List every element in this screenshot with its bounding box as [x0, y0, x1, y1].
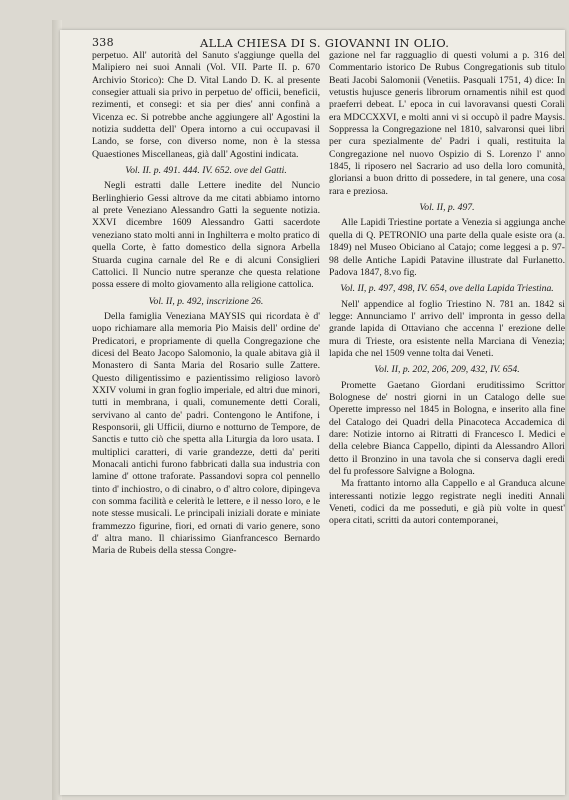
paragraph: perpetuo. All' autorità del Sanuto s'aggiunge quella del Malipiero nei suoi Annali (Vol. VII. Parte II. p. 670 Archivio Storico): Che D. Vital Lando D. K. al presente consegier attuali sia privo in perpetuo de' officii, beneficii, rezimenti, et consegi: et sia per dies' anni confinà a Vicenza ec. Si potrebbe anche aggiungere all' Agostini la notizia suddetta dell' Opera intorno a cui occupavasi il Lando, se forse, con diverso nome, non è la stessa Quaestiones Miscellaneas, già dall' Agostini indicata. [92, 50, 320, 160]
section-heading: Vol. II, p. 202, 206, 209, 432, IV. 654. [374, 364, 520, 376]
section-heading: Vol. II, p. 492, inscrizione 26. [148, 295, 264, 307]
left-column [92, 50, 320, 558]
paragraph: Nell' appendice al foglio Triestino N. 781 an. 1842 si legge: Annunciamo l' arrivo dell' impronta in gesso della grande lapida di Ottaviano che accenna l' erezione delle mura di Trieste, ora esistente nella Marciana di Venezia; lapida che nel 1509 venne tolta dai Veneti. [329, 298, 565, 359]
page-number: 338 [92, 36, 114, 49]
paragraph: gazione nel far ragguaglio di questi volumi a p. 316 del Commentario istorico De Rubus Congregationis sub titulo Beati Jacobi Salomonii (Venetiis. Pasquali 1751, 4) dice: In vetustis hujusce generis librorum ornamentis nihil est quod praeferri debeat. L' epoca in cui lavoravansi questi Corali era MDCCXXVI, e molti anni vi si occupò il padre Maysis. Soppressa la Congregazione nel 1810, salvaronsi quei libri per cura spezialmente de' Padri i quali, restituita la Congregazione nel nuovo Ospizio di S. Lorenzo l' anno 1845, li riposero nel Sacrario ad uso della loro comunità, gloriansi a buon dritto di possedere, in tal genere, una cosa rara e preziosa. [329, 50, 565, 197]
paragraph: Promette Gaetano Giordani eruditissimo Scrittor Bolognese de' nostri giorni in un Catalogo delle sue Operette impresso nel 1845 in Bologna, e inserito alla fine del Catalogo dei Quadri della Pinacoteca Accademica di dare: Notizie intorno ai Ritratti di Francesco I. Medici e della celebre Bianca Cappello, dipinti da Alessandro Allori detto il Bronzino in una tavola che si conserva dagli eredi del fu professore Salvigne a Bologna. [329, 379, 565, 477]
running-title: ALLA CHIESA DI S. GIOVANNI IN OLIO. [200, 36, 450, 50]
paragraph: Della famiglia Veneziana MAYSIS qui ricordata è d' uopo richiamare alla memoria Pio Maisis dell' ordine de' Predicatori, e propriamente di quella Congregazione che dicesi del Beato Jacopo Salomonio, la quale abitava già il Monastero di Santa Maria del Rosario sulle Zattere. Questo diligentissimo e pazientissimo religioso lavorò XXIV volumi in gran foglio imperiale, ed altri due minori, tutti in membrana, i quali, comunemente detti Corali, servivano al canto de' padri. Contengono le Antifone, i Responsorii, gli Ufficii, diurno e notturno de Tempore, de Sanctis e tutto ciò che spetta alla Liturgia da loro usata. I multiplici caratteri, di varie grandezze, detti da' periti Monacali antichi furono fabbricati dalla sua industria con lamine d' ottone traforate. Passandovi sopra col pennello tinto d' inchiostro, o di cinabro, o d' altro colore, dipingeva con somma facilità e celerità le lettere, e il nesso loro, e le note stesse musicali. Le principali iniziali dorate e miniate frammezzo figurine, fiori, ed ornati di vario genere, sono d' altra mano. Il chiarissimo Gianfrancesco Bernardo Maria de Rubeis della stessa Congre- [92, 310, 320, 557]
section-heading: Vol. II, p. 497. [419, 202, 475, 214]
paragraph: Negli estratti dalle Lettere inedite del Nuncio Berlinghierio Gessi altrove da me citati abbiamo intorno al prete Veneziano Alessandro Gatti la seguente notizia. XXVI dicembre 1609 Alessandro Gatti sacerdote veneziano stato molti anni in Inghilterra e molto pratico di quella Corte, è fatto domestico della signora Arbella Stuarda cugina carnale del Re e di alcuni Consiglieri Cattolici. Il Nuncio nutre speranze che questa relatione possa essere di molto giovamento alla religione cattolica. [92, 180, 320, 291]
section-heading: Vol. II. p. 491. 444. IV. 652. ove del Gatti. [125, 165, 287, 177]
section-heading: Vol. II, p. 497, 498, IV. 654, ove della Lapida Triestina. [340, 283, 554, 295]
right-column [329, 50, 565, 528]
paragraph: Ma frattanto intorno alla Cappello e al Granduca alcune interessanti notizie leggo registrate negli inediti Annali Veneti, codici da me posseduti, e già più volte in quest' opera citati, scritti da autori contemporanei, [329, 478, 565, 527]
paragraph: Alle Lapidi Triestine portate a Venezia si aggiunga anche quella di Q. PETRONIO una parte della quale esiste ora (a. 1849) nel Museo Obiciano al Catajo; come leggesi a p. 97-98 delle Antiche Lapidi Patavine illustrate dal Furlanetto. Padova 1847, 8.vo fig. [329, 217, 565, 278]
